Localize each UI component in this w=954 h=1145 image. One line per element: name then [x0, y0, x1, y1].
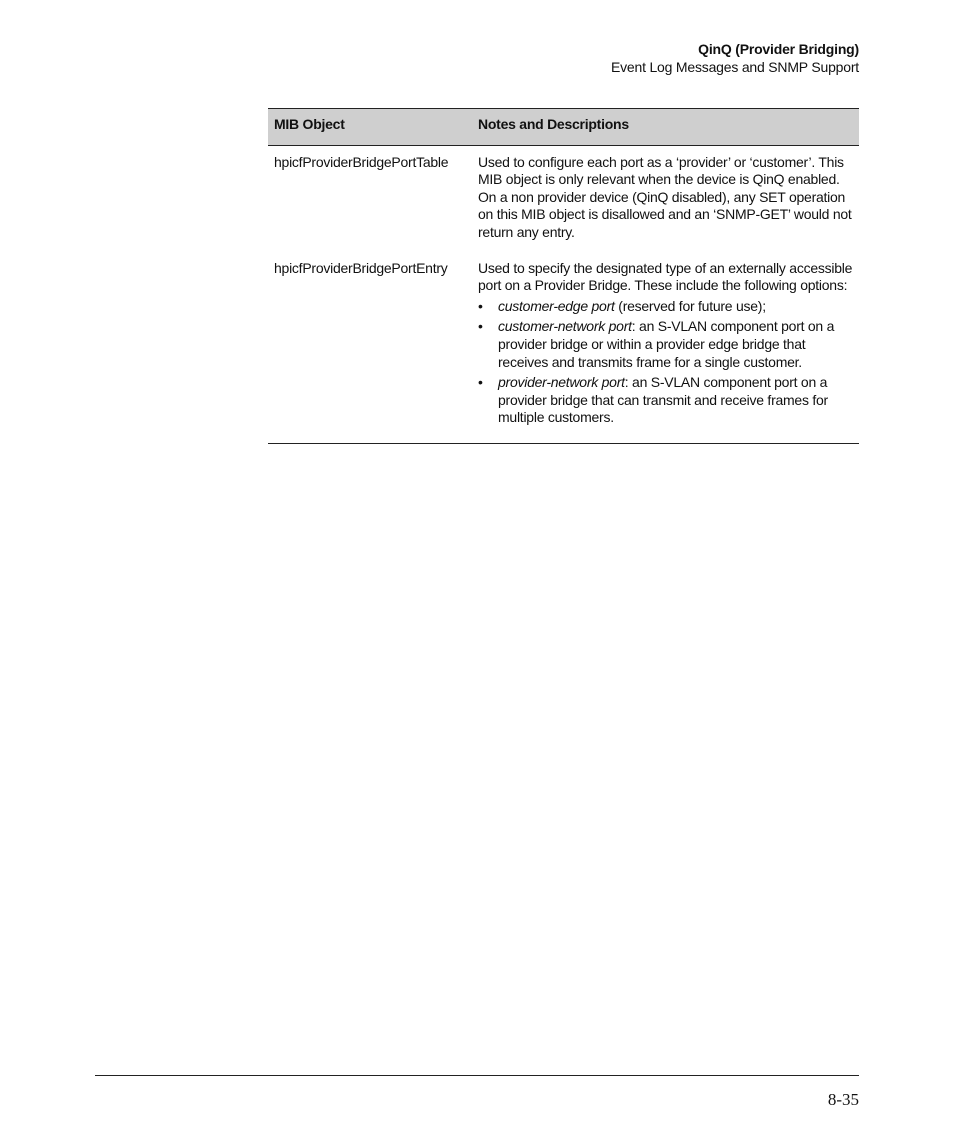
bullet-icon: •	[478, 297, 483, 314]
port-type-term: provider-network port	[498, 374, 625, 391]
table-row	[268, 252, 859, 444]
mib-object-table	[268, 108, 859, 444]
section-title: Event Log Messages and SNMP Support	[610, 59, 859, 75]
mib-object-description: Used to specify the designated type of an externally accessible port on a Provider Bridge. These include the following options:	[478, 259, 853, 294]
column-header-notes: Notes and Descriptions	[472, 109, 859, 146]
port-type-term: customer-edge port	[498, 297, 615, 314]
port-type-text: : an S-VLAN component port on a provider bridge or within a provider edge bridge that receives and transmits frame for a single customer.	[498, 318, 835, 370]
table-row	[268, 145, 859, 251]
footer-divider	[95, 1075, 859, 1076]
mib-object-name: hpicfProviderBridgePortTable	[274, 153, 449, 170]
chapter-title: QinQ (Provider Bridging)	[698, 41, 859, 57]
bullet-icon: •	[478, 374, 483, 391]
mib-object-name: hpicfProviderBridgePortEntry	[268, 252, 472, 444]
list-item	[478, 298, 853, 316]
port-type-text: (reserved for future use);	[614, 297, 766, 314]
page-number: 8-35	[827, 1090, 859, 1109]
port-type-text: : an S-VLAN component port on a provider bridge that can transmit and receive frames for multiple customers.	[498, 374, 828, 426]
mib-object-description: Used to configure each port as a ‘provider’ or ‘customer’. This MIB object is only relevant when the device is QinQ enabled. On a non provider device (QinQ disabled), any SET operation on this MIB object is disallowed and an ‘SNMP-GET’ would not return any entry.	[478, 153, 852, 240]
port-type-term: customer-network port	[498, 318, 632, 335]
mib-object-description-cell	[472, 252, 859, 444]
port-type-list	[478, 298, 853, 427]
column-header-mib-object: MIB Object	[268, 109, 472, 146]
list-item	[478, 318, 853, 371]
bullet-icon: •	[478, 318, 483, 335]
table-header-row	[268, 109, 859, 146]
running-header	[611, 40, 859, 76]
list-item	[478, 374, 853, 427]
